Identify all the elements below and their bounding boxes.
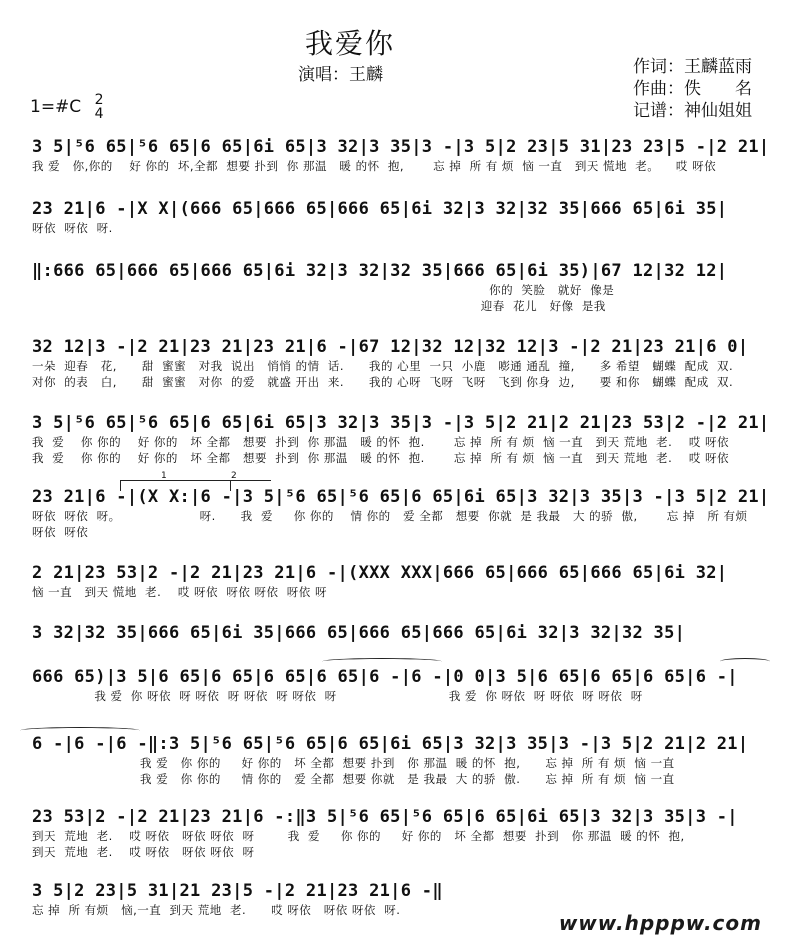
notation-line: 2 21|23 53|2 -|2 21|23 21|6 -|(XXX XXX|666 65|666 65|666 65|6i 32| [32,563,728,583]
notation-line: 3 5|⁵6 65|⁵6 65|6 65|6i 65|3 32|3 35|3 -|3 5|2 23|5 31|23 23|5 -|2 21| [32,137,770,157]
score-system-9 [32,666,772,704]
transcriber-credit: 记谱：神仙姐姐 [633,101,752,121]
score-system-7 [32,562,772,600]
notation-line: 3 5|⁵6 65|⁵6 65|6 65|6i 65|3 32|3 35|3 -|3 5|2 21|2 21|23 53|2 -|2 21| [32,413,770,433]
notation-line: 32 12|3 -|2 21|23 21|23 21|6 -|67 12|32 12|32 12|3 -|2 21|23 21|6 0| [32,337,749,357]
composer-credit: 作曲：佚 名 [633,79,752,99]
lyric-line: 到天 荒地 老. 哎 呀依 呀依 呀依 呀 我 爱 你 你的 好 你的 坏 全都 想要 扑到 你 那温 暖 的怀 抱, [32,829,685,843]
score-system-2 [32,198,772,236]
lyric-line: 一朵 迎春 花, 甜 蜜蜜 对我 说出 悄悄 的情 话. 我的 心里 一只 小鹿 嘭通 通乱 撞, 多 希望 蝴蝶 配成 双. [32,359,734,373]
lyric-line: 呀依 呀依 [32,525,89,539]
lyric-line: 我 爱 你 你的 好 你的 坏 全都 想要 扑到 你 那温 暖 的怀 抱, 忘 掉 所 有 烦 恼 一直 [32,756,675,770]
tie-slur [20,727,140,734]
lyric-line: 忘 掉 所 有烦 恼,一直 到天 荒地 老. 哎 呀依 呀依 呀依 呀. [32,903,401,917]
notation-line: 666 65)|3 5|6 65|6 65|6 65|6 65|6 -|6 -|0 0|3 5|6 65|6 65|6 65|6 -| [32,667,738,687]
score-system-8 [32,622,772,644]
score-system-5 [32,412,772,466]
time-signature [95,93,104,121]
score-system-1 [32,136,772,174]
score-system-4 [32,336,772,390]
score-system-11 [32,806,772,860]
volta-bracket-2: 2 [230,480,271,491]
lyric-line: 恼 一直 到天 慌地 老. 哎 呀依 呀依 呀依 呀依 呀 [32,585,327,599]
tie-slur [720,658,770,665]
notation-line: 3 5|2 23|5 31|21 23|5 -|2 21|23 21|6 -‖ [32,881,443,901]
lyric-line: 呀依 呀依 呀. [32,221,113,235]
notation-line: 3 32|32 35|666 65|6i 35|666 65|666 65|666 65|6i 32|3 32|32 35| [32,623,686,643]
lyric-line: 我 爱 你 你的 好 你的 坏 全都 想要 扑到 你 那温 暖 的怀 抱. 忘 掉 所 有 烦 恼 一直 到天 荒地 老. 哎 呀依 [32,451,730,465]
score-system-10 [32,733,772,787]
lyric-line: 我 爱 你,你的 好 你的 坏,全都 想要 扑到 你 那温 暖 的怀 抱, 忘 掉 所 有 烦 恼 一直 到天 慌地 老。 哎 呀依 [32,159,717,173]
notation-line: 6 -|6 -|6 -‖:3 5|⁵6 65|⁵6 65|6 65|6i 65|3 32|3 35|3 -|3 5|2 21|2 21| [32,734,749,754]
score-system-6 [32,486,772,540]
lyric-line: 我 爱 你 你的 情 你的 爱 全都 想要 你就 是 我最 大 的骄 傲. 忘 掉 所 有 烦 恼 一直 [32,772,675,786]
notation-line: 23 21|6 -|X X|(666 65|666 65|666 65|6i 32|3 32|32 35|666 65|6i 35| [32,199,728,219]
credits [633,56,752,122]
notation-line: 23 53|2 -|2 21|23 21|6 -:‖3 5|⁵6 65|⁵6 65|6 65|6i 65|3 32|3 35|3 -| [32,807,738,827]
lyric-line: 迎春 花儿 好像 是我 [32,299,606,313]
lyric-line: 你的 笑脸 就好 像是 [32,283,615,297]
time-bottom: 4 [94,106,104,122]
key-label: 1=#C [30,97,82,117]
singer-credit: 演唱：王麟 [298,65,383,85]
lyric-line: 对你 的表 白, 甜 蜜蜜 对你 的爱 就盛 开出 来. 我的 心呀 飞呀 飞呀 飞到 你身 边, 要 和你 蝴蝶 配成 双. [32,375,734,389]
score-system-3 [32,260,772,314]
time-top: 2 [94,92,104,108]
notation-line: 23 21|6 -|(X X:|6 -|3 5|⁵6 65|⁵6 65|6 65|6i 65|3 32|3 35|3 -|3 5|2 21| [32,487,770,507]
notation-line: ‖:666 65|666 65|666 65|6i 32|3 32|32 35|666 65|6i 35)|67 12|32 12| [32,261,728,281]
tie-slur [322,658,442,665]
key-signature [30,93,104,121]
site-watermark: www.hpppw.com [558,911,762,935]
lyric-line: 呀依 呀依 呀。 呀. 我 爱 你 你的 情 你的 爱 全都 想要 你就 是 我最 大 的骄 傲, 忘 掉 所 有烦 [32,509,748,523]
lyric-line: 我 爱 你 你的 好 你的 坏 全都 想要 扑到 你 那温 暖 的怀 抱. 忘 掉 所 有 烦 恼 一直 到天 荒地 老. 哎 呀依 [32,435,730,449]
lyric-line: 我 爱 你 呀依 呀 呀依 呀 呀依 呀 呀依 呀 我 爱 你 呀依 呀 呀依 呀 呀依 呀 [32,689,643,703]
lyric-line: 到天 荒地 老. 哎 呀依 呀依 呀依 呀 [32,845,255,859]
song-title: 我爱你 [304,27,395,60]
volta-bracket-1: 1 [120,480,231,491]
lyricist-credit: 作词：王麟蓝雨 [633,57,752,77]
